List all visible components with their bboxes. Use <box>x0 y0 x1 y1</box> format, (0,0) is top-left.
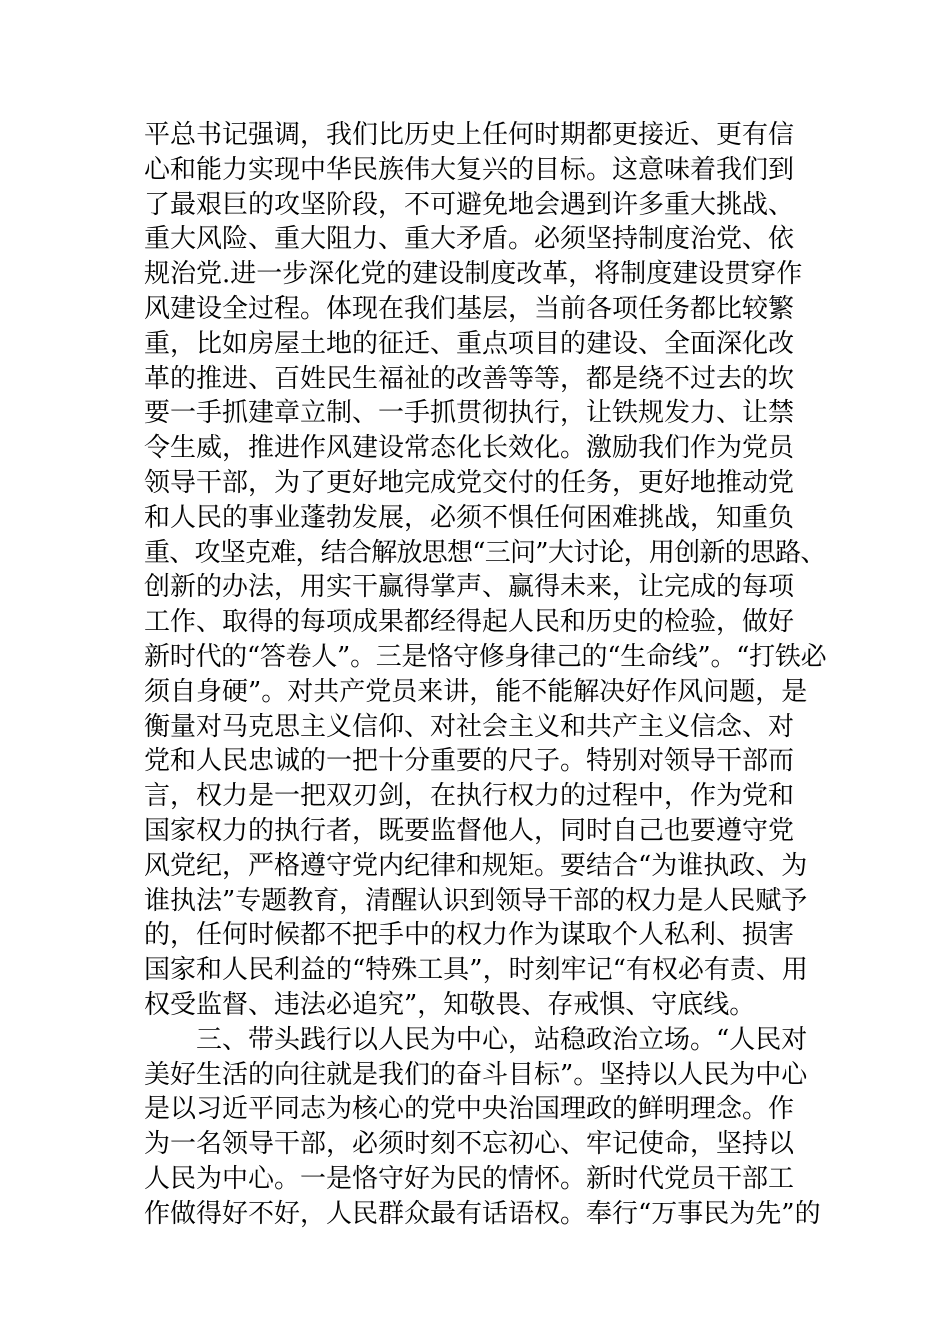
body-text <box>144 118 827 1232</box>
text-line: 平总书记强调，我们比历史上任何时期都更接近、更有信 <box>144 120 795 150</box>
text-line: 党和人民忠诚的一把十分重要的尺子。特别对领导干部而 <box>144 746 795 777</box>
text-line: 风建设全过程。体现在我们基层，当前各项任务都比较繁 <box>144 293 795 324</box>
text-line: 美好生活的向往就是我们的奋斗目标”。坚持以人民为中心 <box>144 1059 808 1090</box>
text-line: 要一手抓建章立制、一手抓贯彻执行，让铁规发力、让禁 <box>144 398 795 429</box>
text-line: 人民为中心。一是恪守好为民的情怀。新时代党员干部工 <box>144 1163 795 1194</box>
text-line: 领导干部，为了更好地完成党交付的任务，更好地推动党 <box>144 467 795 498</box>
text-line: 重、攻坚克难，结合解放思想“三问”大讨论，用创新的思路、 <box>144 537 826 568</box>
text-line: 革的推进、百姓民生福祉的改善等等，都是绕不过去的坎 <box>144 363 795 394</box>
text-line: 言，权力是一把双刃剑，在执行权力的过程中，作为党和 <box>144 781 795 812</box>
text-line: 了最艰巨的攻坚阶段，不可避免地会遇到许多重大挑战、 <box>144 189 795 220</box>
text-line: 重大风险、重大阻力、重大矛盾。必须坚持制度治党、依 <box>144 224 795 255</box>
text-line: 工作、取得的每项成果都经得起人民和历史的检验，做好 <box>144 607 795 638</box>
text-line: 谁执法”专题教育，清醒认识到领导干部的权力是人民赋予 <box>144 885 808 916</box>
text-line: 和人民的事业蓬勃发展，必须不惧任何困难挑战，知重负 <box>144 502 795 533</box>
text-line: 风党纪，严格遵守党内纪律和规矩。要结合“为谁执政、为 <box>144 850 808 881</box>
text-line: 三、带头践行以人民为中心，站稳政治立场。“人民对 <box>144 1024 808 1055</box>
text-line: 国家和人民利益的“特殊工具”，时刻牢记“有权必有责、用 <box>144 955 808 986</box>
text-line: 衡量对马克思主义信仰、对社会主义和共产主义信念、对 <box>144 711 795 742</box>
text-line: 的，任何时候都不把手中的权力作为谋取个人私利、损害 <box>144 920 795 951</box>
text-line: 令生威，推进作风建设常态化长效化。激励我们作为党员 <box>144 433 795 464</box>
text-line: 须自身硬”。对共产党员来讲，能不能解决好作风问题，是 <box>144 676 808 707</box>
text-line: 作做得好不好，人民群众最有话语权。奉行“万事民为先”的 <box>144 1198 821 1229</box>
text-line: 规治党.进一步深化党的建设制度改革，将制度建设贯穿作 <box>144 259 803 290</box>
text-line: 权受监督、违法必追究”，知敬畏、存戒惧、守底线。 <box>144 989 756 1020</box>
text-line: 重，比如房屋土地的征迁、重点项目的建设、全面深化改 <box>144 328 795 359</box>
text-line: 创新的办法，用实干赢得掌声、赢得未来，让完成的每项 <box>144 572 795 603</box>
text-line: 是以习近平同志为核心的党中央治国理政的鲜明理念。作 <box>144 1094 795 1125</box>
text-line: 心和能力实现中华民族伟大复兴的目标。这意味着我们到 <box>144 154 795 185</box>
text-line: 为一名领导干部，必须时刻不忘初心、牢记使命，坚持以 <box>144 1129 795 1160</box>
text-line: 新时代的“答卷人”。三是恪守修身律己的“生命线”。“打铁必 <box>144 641 827 672</box>
text-line: 国家权力的执行者，既要监督他人，同时自己也要遵守党 <box>144 815 795 846</box>
